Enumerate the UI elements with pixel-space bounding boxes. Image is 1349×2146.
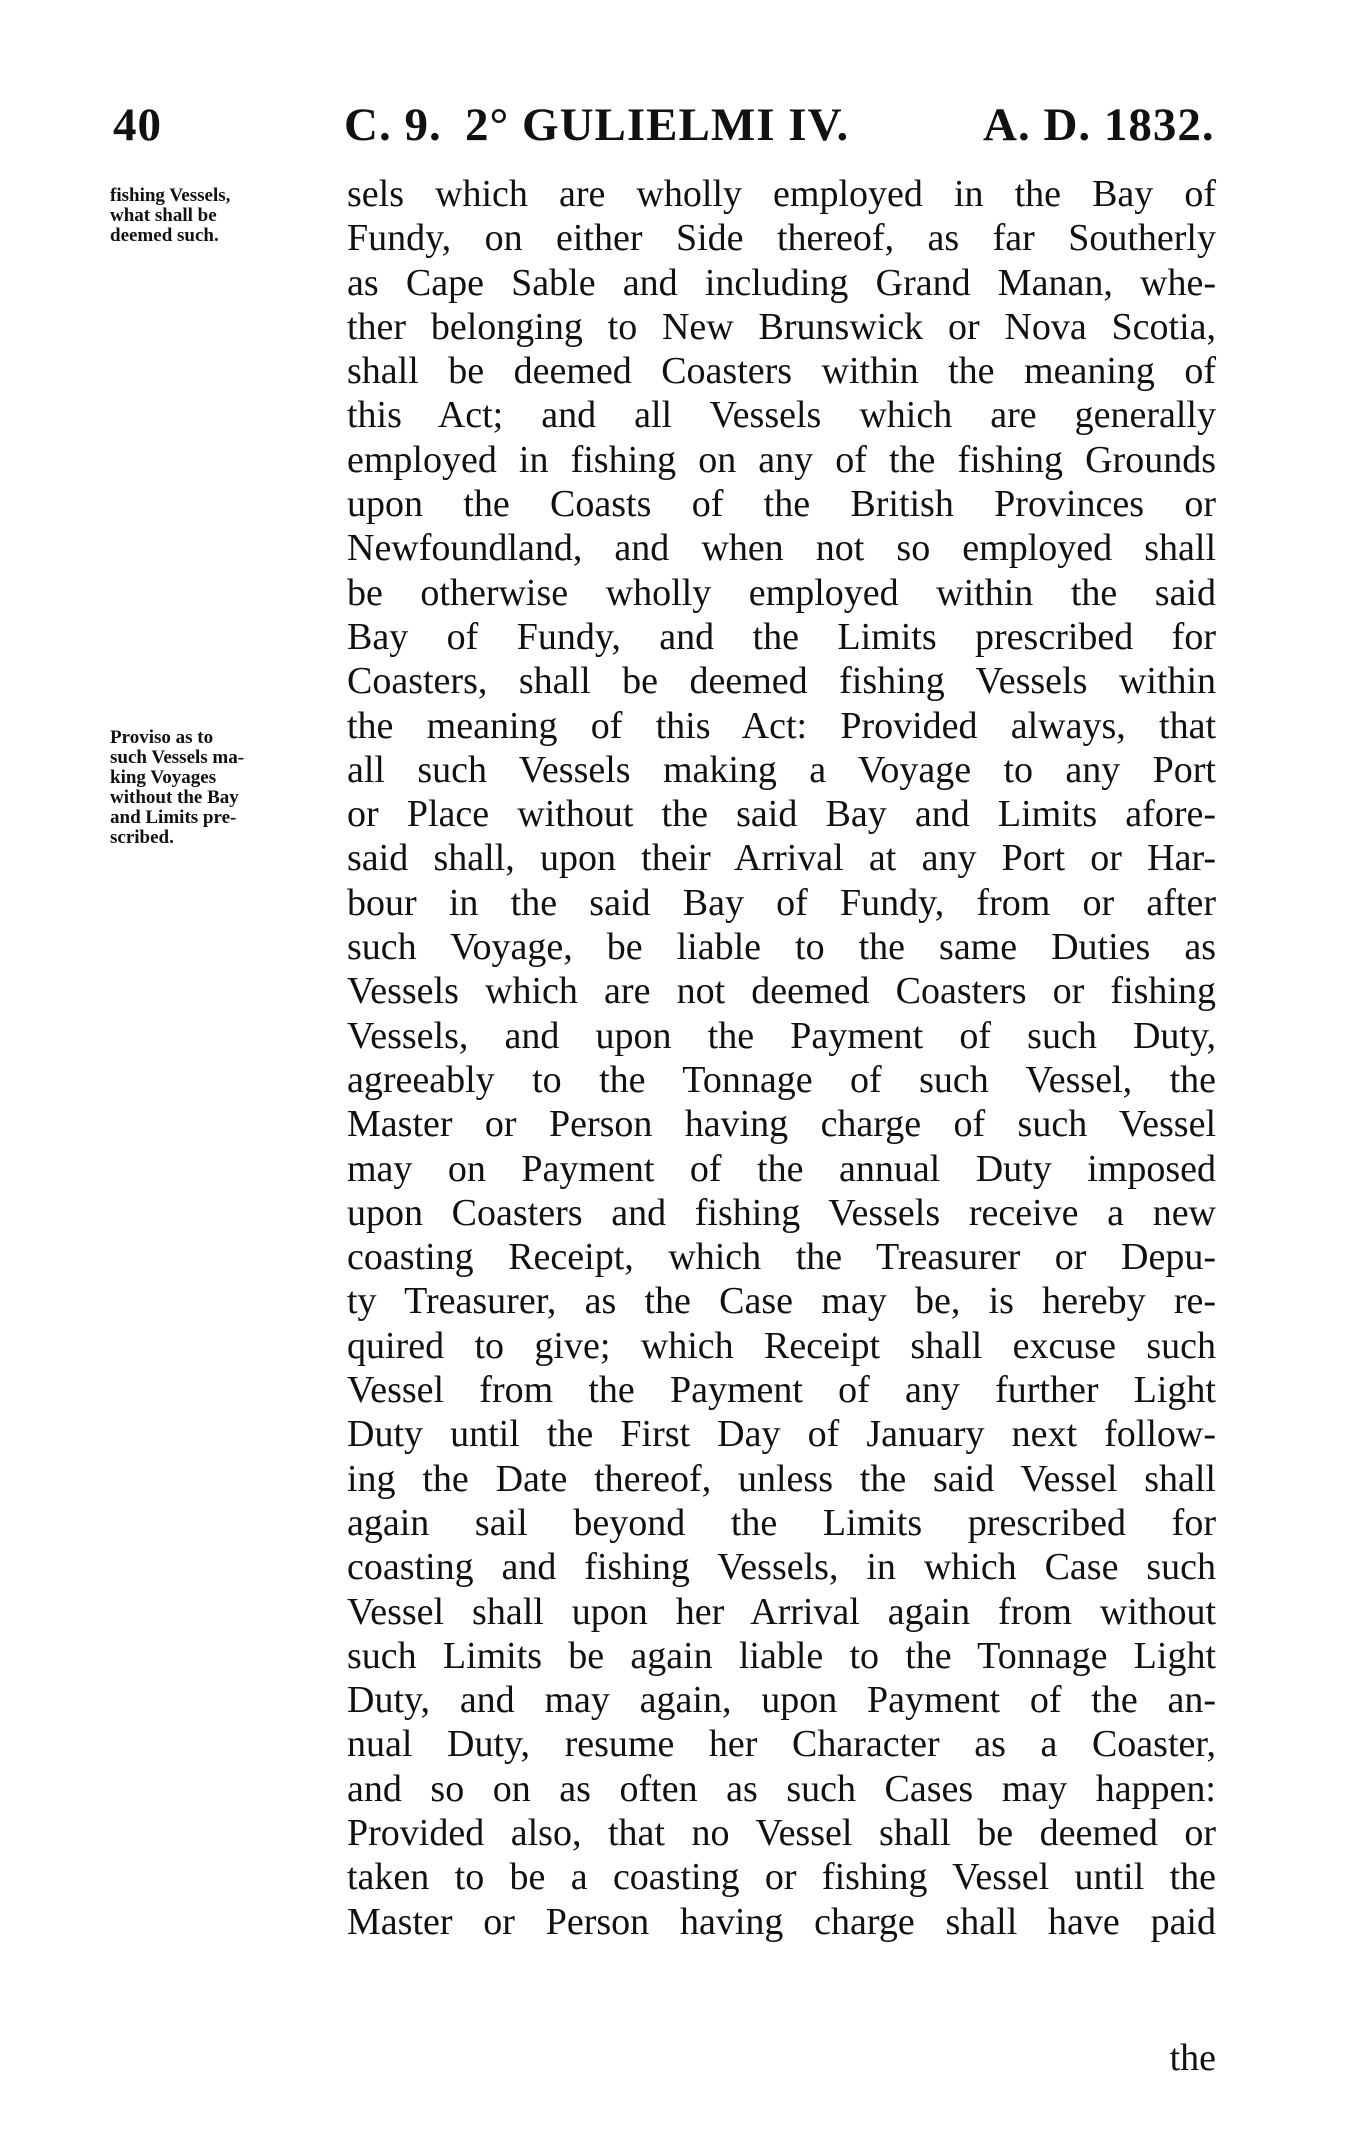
body-line: nual Duty, resume her Character as a Coaster, [347,1723,1216,1766]
body-line: Vessels, and upon the Payment of such Duty, [347,1014,1216,1057]
body-line: this Act; and all Vessels which are generally [347,394,1216,437]
body-line: Duty, and may again, upon Payment of the an- [347,1679,1216,1722]
body-line: ty Treasurer, as the Case may be, is hereby re- [347,1280,1216,1323]
body-line: shall be deemed Coasters within the meaning of [347,350,1216,393]
margin-note-line: what shall be [110,205,217,226]
margin-note-line: and Limits pre- [110,807,237,828]
body-line: again sail beyond the Limits prescribed for [347,1501,1216,1544]
body-line: ther belonging to New Brunswick or Nova Scotia, [347,305,1216,348]
body-text [347,172,1216,1944]
catchword: the [1169,2037,1216,2079]
body-line: agreeably to the Tonnage of such Vessel, the [347,1058,1216,1101]
body-line: said shall, upon their Arrival at any Port or Har- [347,837,1216,880]
body-line: or Place without the said Bay and Limits afore- [347,793,1216,836]
body-line: may on Payment of the annual Duty imposed [347,1147,1216,1190]
body-line: coasting Receipt, which the Treasurer or Depu- [347,1236,1216,1279]
body-line: upon the Coasts of the British Provinces or [347,483,1216,526]
body-line: quired to give; which Receipt shall excuse such [347,1324,1216,1367]
body-line: coasting and fishing Vessels, in which Case such [347,1546,1216,1589]
body-line: Vessels which are not deemed Coasters or fishing [347,970,1216,1013]
body-line: employed in fishing on any of the fishing Grounds [347,438,1216,481]
body-line: the meaning of this Act: Provided always, that [347,704,1216,747]
body-line: bour in the said Bay of Fundy, from or after [347,881,1216,924]
body-line: Fundy, on either Side thereof, as far Southerly [347,217,1216,260]
margin-note-line: without the Bay [110,787,239,808]
body-line: Bay of Fundy, and the Limits prescribed for [347,615,1216,658]
body-line: be otherwise wholly employed within the said [347,571,1216,614]
body-line: upon Coasters and fishing Vessels receive a new [347,1191,1216,1234]
anno-domini: A. D. 1832. [983,99,1215,151]
body-line: Vessel from the Payment of any further Light [347,1369,1216,1412]
body-line: Provided also, that no Vessel shall be deemed or [347,1811,1216,1854]
margin-note-fishing-vessels [110,186,325,246]
body-line: Newfoundland, and when not so employed shall [347,527,1216,570]
chapter-number: C. 9. [344,99,442,151]
body-line: and so on as often as such Cases may happen: [347,1767,1216,1810]
body-line: Vessel shall upon her Arrival again from without [347,1590,1216,1633]
body-line: such Voyage, be liable to the same Duties as [347,926,1216,969]
body-line: such Limits be again liable to the Tonnage Light [347,1634,1216,1677]
margin-note-line: such Vessels ma- [110,747,245,768]
body-line: ing the Date thereof, unless the said Vessel shall [347,1457,1216,1500]
body-line: Duty until the First Day of January next follow- [347,1413,1216,1456]
running-head [0,98,1349,158]
body-line: Master or Person having charge of such Vessel [347,1103,1216,1146]
margin-note-line: fishing Vessels, [110,185,231,206]
margin-note-line: king Voyages [110,767,217,788]
body-line: Master or Person having charge shall have paid [347,1900,1216,1943]
margin-note-line: Proviso as to [110,727,214,748]
body-line: as Cape Sable and including Grand Manan, whe- [347,261,1216,304]
body-line: Coasters, shall be deemed fishing Vessels within [347,660,1216,703]
body-line: sels which are wholly employed in the Bay of [347,173,1216,215]
page-number: 40 [113,99,162,151]
margin-note-proviso [110,728,325,848]
body-line: taken to be a coasting or fishing Vessel until the [347,1856,1216,1899]
regnal-year: 2° GULIELMI IV. [465,99,850,151]
margin-note-line: scribed. [110,827,174,848]
body-line: all such Vessels making a Voyage to any Port [347,748,1216,791]
margin-note-line: deemed such. [110,225,219,246]
